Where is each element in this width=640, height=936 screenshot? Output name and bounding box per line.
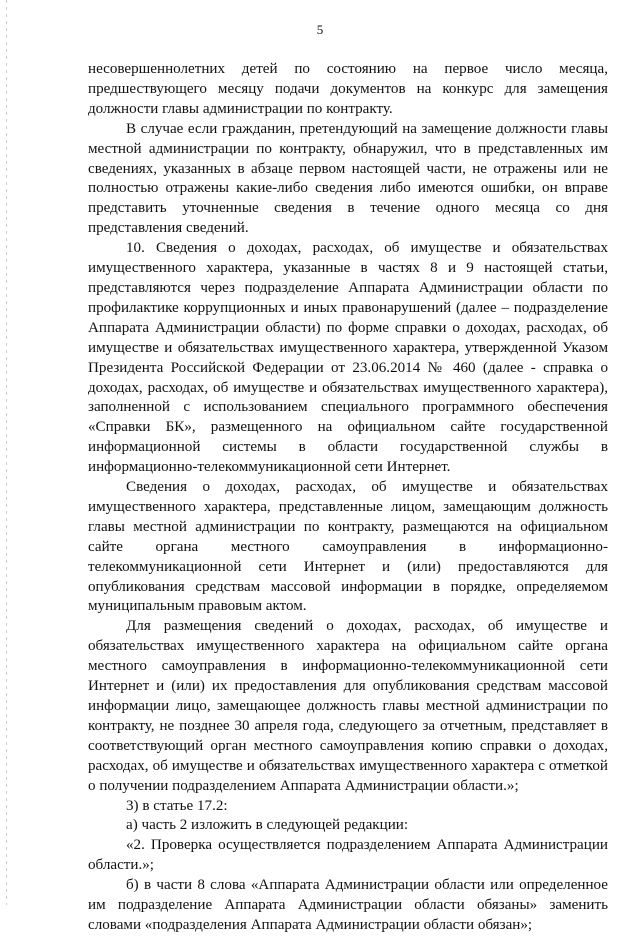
paragraph-part-8: б) в части 8 слова «Аппарата Администрации области или определенное им подразделение Аппарата Администрации области обязаны» заменить словами «подразделения Аппарата Администрации области обязан»; bbox=[88, 877, 608, 933]
paragraph-article-17-2: 3) в статье 17.2: bbox=[126, 797, 228, 814]
paragraph-new-text: «2. Проверка осуществляется подразделением Аппарата Администрации области.»; bbox=[88, 837, 608, 874]
paragraph-item-10: 10. Сведения о доходах, расходах, об имуществе и обязательствах имущественного характера, указанные в частях 8 и 9 настоящей статьи, представляются через подразделение Аппарата Администрации области по профилактике коррупционных и иных правонарушений (далее – подразделение Аппарата Администрации области) по форме справки о доходах, расходах, об имуществе и обязательствах имущественного характера, утвержденной Указом Президента Российской Федерации от 23.06.2014 № 460 (далее - справка о доходах, расходах, об имуществе и обязательствах имущественного характера), заполненной с использованием специального программного обеспечения «Справки БК», размещенного на официальном сайте государственной информационной системы в области государственной службы в информационно-телекоммуникационной сети Интернет. bbox=[88, 240, 608, 476]
paragraph-part-2: а) часть 2 изложить в следующей редакции: bbox=[126, 817, 409, 834]
scan-edge-line bbox=[6, 0, 7, 905]
paragraph-submission: Для размещения сведений о доходах, расходах, об имуществе и обязательствах имущественного характера на официальном сайте органа местного самоуправления в информационно-телекоммуникационной сети Интернет и (или) их предоставления для опубликования средствам массовой информации лицо, замещающее должность главы местной администрации по контракту, не позднее 30 апреля года, следующего за отчетным, представляет в соответствующий орган местного самоуправления копию справки о доходах, расходах, об имуществе и обязательствах имущественного характера с отметкой о получении подразделением Аппарата Администрации области.»; bbox=[88, 618, 608, 794]
paragraph-continuation: несовершеннолетних детей по состоянию на первое число месяца, предшествующего месяцу подачи документов на конкурс для замещения должности главы администрации по контракту. bbox=[88, 61, 608, 117]
page-number: 5 bbox=[316, 22, 324, 37]
document-body bbox=[88, 60, 608, 936]
paragraph-publication: Сведения о доходах, расходах, об имуществе и обязательствах имущественного характера, представленные лицом, замещающим должность главы местной администрации по контракту, размещаются на официальном сайте органа местного самоуправления в информационно-телекоммуникационной сети Интернет и (или) предоставляются для опубликования средствам массовой информации в порядке, определяемом муниципальным правовым актом. bbox=[88, 479, 608, 615]
paragraph-correction-right: В случае если гражданин, претендующий на замещение должности главы местной администрации по контракту, обнаружил, что в представленных им сведениях, указанных в абзаце первом настоящей части, не отражены или не полностью отражены какие-либо сведения либо имеются ошибки, он вправе представить уточненные сведения в течение одного месяца со дня представления сведений. bbox=[88, 120, 608, 237]
